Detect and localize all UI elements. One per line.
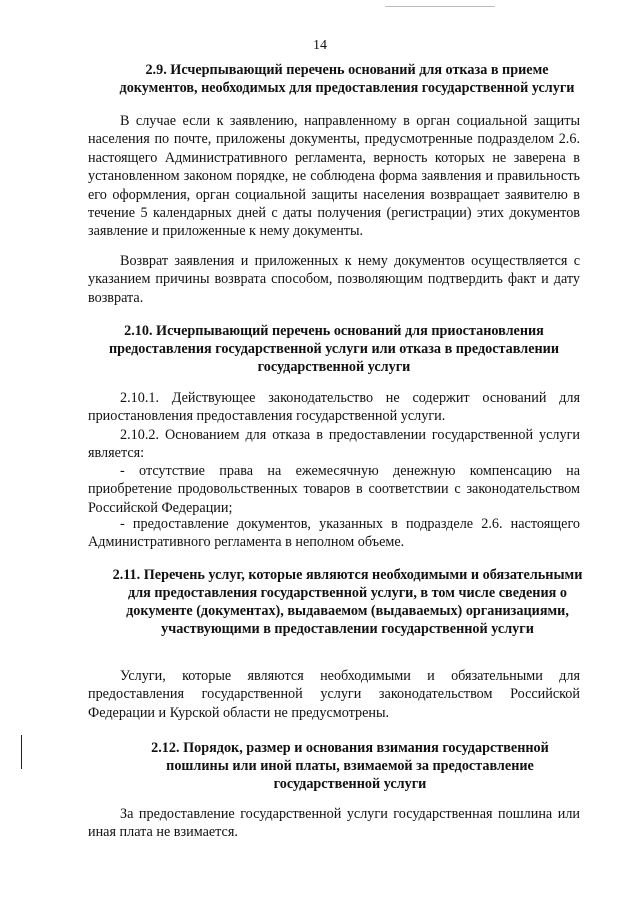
paragraph-2-9-1: В случае если к заявлению, направленному в орган социальной защиты населения по почте, приложены документы, предусмотренные подразделом 2.6. настоящего Административного регламента, верность которых не заверена в установленном законом порядке, не соблюдена форма заявления и правильность его оформления, орган социальной защиты населения возвращает заявителю в течение 5 календарных дней с даты получения (регистрации) этих документов заявление и приложенные к нему документы. xyxy=(88,113,580,240)
paragraph-2-10-4: - предоставление документов, указанных в подразделе 2.6. настоящего Административного регламента в неполном объеме. xyxy=(88,516,580,551)
paragraph-2-12-1: За предоставление государственной услуги государственная пошлина или иная плата не взимается. xyxy=(88,806,580,841)
section-heading-2-11: 2.11. Перечень услуг, которые являются необходимыми и обязательными для предоставления государственной услуги, в том числе сведения о документе (документах), выдаваемом (выдаваемых) организациями, участвующими в предоставлении государственной услуги xyxy=(112,567,583,637)
section-heading-2-10: 2.10. Исчерпывающий перечень оснований для приостановления предоставления государственной услуги или отказа в предоставлении государственной услуги xyxy=(108,323,560,375)
paragraph-2-9-2: Возврат заявления и приложенных к нему документов осуществляется с указанием причины возврата способом, позволяющим подтвердить факт и дату возврата. xyxy=(88,253,580,306)
paragraph-2-10-2: 2.10.2. Основанием для отказа в предоставлении государственной услуги является: xyxy=(88,427,580,462)
paragraph-2-10-3: - отсутствие права на ежемесячную денежную компенсацию на приобретение продовольственных товаров в соответствии с законодательством Российской Федерации; xyxy=(88,463,580,516)
section-heading-2-9: 2.9. Исчерпывающий перечень оснований для отказа в приеме документов, необходимых для предоставления государственной услуги xyxy=(119,62,575,96)
scan-margin-mark xyxy=(21,735,22,769)
paragraph-2-10-1: 2.10.1. Действующее законодательство не содержит оснований для приостановления предоставления государственной услуги. xyxy=(88,390,580,425)
scan-edge-line xyxy=(385,6,495,7)
page-number: 14 xyxy=(313,38,327,53)
paragraph-2-11-1: Услуги, которые являются необходимыми и обязательными для предоставления государственной услуги законодательством Российской Федерации и Курской области не предусмотрены. xyxy=(88,668,580,721)
section-heading-2-12: 2.12. Порядок, размер и основания взимания государственной пошлины или иной платы, взимаемой за предоставление государственной услуги xyxy=(151,740,549,792)
